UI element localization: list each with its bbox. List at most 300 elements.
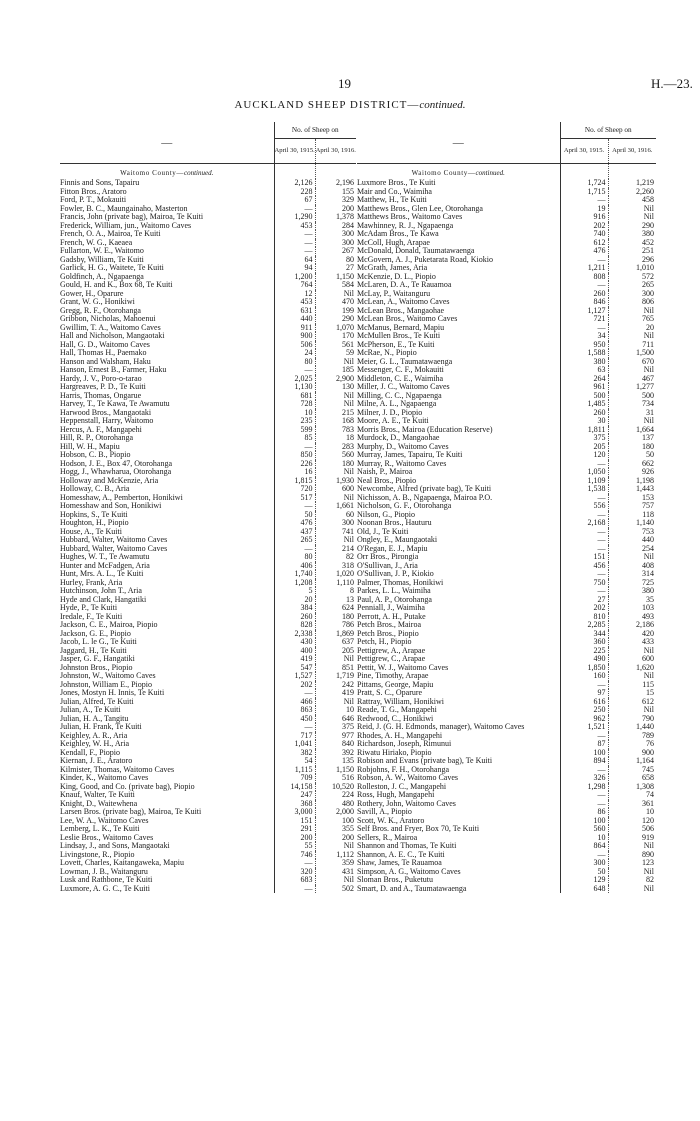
sheep-1915: 476 [274, 519, 315, 528]
table-row [357, 451, 656, 460]
sheep-1915: 419 [274, 655, 315, 664]
sheep-1915: 1,715 [560, 188, 608, 197]
table-row [357, 324, 656, 333]
sheep-1915: 85 [274, 434, 315, 443]
sheep-1915: 264 [560, 375, 608, 384]
owner-name: Hall, Thomas H., Paemako [60, 349, 147, 357]
table-row [60, 587, 356, 596]
sheep-1915: 202 [560, 222, 608, 231]
table-row [60, 655, 356, 664]
sheep-1915: 728 [274, 400, 315, 409]
sheep-1916: 1,620 [608, 664, 656, 673]
sheep-1915: — [560, 196, 608, 205]
sheep-1916: 1,150 [315, 273, 356, 282]
table-row [60, 689, 356, 698]
sheep-1916: 646 [315, 715, 356, 724]
sheep-1916: 500 [608, 392, 656, 401]
owner-name: Hill, W. H., Mapiu [60, 442, 120, 451]
sheep-1916: 329 [315, 196, 356, 205]
sheep-1916: 2,260 [608, 188, 656, 197]
sheep-1916: 419 [315, 689, 356, 698]
sheep-1916: 806 [608, 298, 656, 307]
table-row [60, 715, 356, 724]
owner-name: Moore, A. E., Te Kuiti [357, 417, 429, 425]
sheep-1915: — [560, 494, 608, 503]
table-row [60, 774, 356, 783]
table-row [357, 256, 656, 265]
header-1916: April 30, 1916. [608, 139, 656, 164]
table-row [357, 519, 656, 528]
sheep-1915: 962 [560, 715, 608, 724]
table-row [357, 366, 656, 375]
sheep-1915: — [560, 460, 608, 469]
sheep-1915: 746 [274, 851, 315, 860]
sheep-1916: 180 [315, 460, 356, 469]
sheep-1915: 764 [274, 281, 315, 290]
owner-name: Hargreaves, P. D., Te Kuiti [60, 383, 146, 391]
owner-name: Knauf, Walter, Te Kuiti [60, 791, 135, 799]
sheep-1916: Nil [315, 842, 356, 851]
sheep-1916: 27 [315, 264, 356, 273]
table-row [357, 502, 656, 511]
table-row [357, 630, 656, 639]
sheep-1915: — [560, 800, 608, 809]
sheep-1915: — [274, 247, 315, 256]
sheep-1915: 250 [560, 706, 608, 715]
sheep-1915: 67 [274, 196, 315, 205]
owner-name: Jones, Mostyn H. Innis, Te Kuiti [60, 689, 165, 697]
sheep-1916: 314 [608, 570, 656, 579]
owner-name: Gadsby, William, Te Kuiti [60, 255, 144, 264]
sheep-1916: 753 [608, 528, 656, 537]
table-row [60, 375, 356, 384]
sheep-1915: — [560, 256, 608, 265]
sheep-1916: 35 [608, 596, 656, 605]
owner-name: Harwood Bros., Mangaotaki [60, 408, 152, 417]
table-row [357, 749, 656, 758]
table-row [357, 596, 656, 605]
sheep-1915: 151 [274, 817, 315, 826]
sheep-1916: 296 [608, 256, 656, 265]
owner-name: Petch, H., Piopio [357, 638, 412, 646]
table-row [60, 562, 356, 571]
sheep-1916: 1,198 [608, 477, 656, 486]
owner-name: Gribbon, Nicholas, Mahoenui [60, 315, 156, 323]
sheep-1916: 926 [608, 468, 656, 477]
sheep-1916: 572 [608, 273, 656, 282]
header-1915: April 30, 1915. [560, 139, 608, 164]
owner-name: Pettigrew, A., Arapae [357, 646, 426, 655]
owner-name: King, Good, and Co. (private bag), Piopio [60, 782, 195, 791]
owner-name: McLaren, D. A., Te Rauamoa [357, 281, 452, 289]
owner-name: Hall and Nicholson, Mangaotaki [60, 332, 165, 340]
table-row [357, 426, 656, 435]
owner-name: Redwood, C., Honikiwi [357, 714, 434, 723]
sheep-1916: 2,900 [315, 375, 356, 384]
table-row [357, 375, 656, 384]
table-row [60, 400, 356, 409]
table-row [357, 494, 656, 503]
owner-name: Orr Bros., Pirongia [357, 553, 419, 561]
owner-name: Gower, H., Oparure [60, 289, 124, 298]
sheep-1915: 1,200 [274, 273, 315, 282]
sheep-1915: 129 [560, 876, 608, 885]
sheep-1916: Nil [608, 213, 656, 222]
sheep-1916: 1,112 [315, 851, 356, 860]
table-row [357, 647, 656, 656]
table-row [357, 655, 656, 664]
owner-name: Homesshaw, A., Pemberton, Honikiwi [60, 493, 183, 502]
sheep-1916: Nil [315, 494, 356, 503]
owner-name: Hughes, W. T., Te Awamutu [60, 553, 150, 561]
table-row [357, 247, 656, 256]
page-title [0, 99, 700, 111]
sheep-1915: — [274, 859, 315, 868]
owner-name: Ongley, E., Maungaotaki [357, 536, 438, 544]
sheep-1915: 10 [560, 834, 608, 843]
owner-name: Matthew, H., Te Kuiti [357, 196, 427, 204]
owner-name: Savill, A., Piopio [357, 808, 412, 816]
owner-name: Mawhinney, R. J., Ngapaenga [357, 221, 454, 230]
sheep-1915: 950 [560, 341, 608, 350]
sheep-1915: 1,041 [274, 740, 315, 749]
sheep-1916: 185 [315, 366, 356, 375]
sheep-1915: 616 [560, 698, 608, 707]
sheep-1916: 380 [608, 587, 656, 596]
table-row [60, 256, 356, 265]
owner-name: Penniall, J., Waimiha [357, 604, 425, 612]
owner-name: Shannon and Thomas, Te Kuiti [357, 842, 457, 850]
sheep-1915: 202 [274, 681, 315, 690]
table-row [357, 613, 656, 622]
owner-name: Hanson and Walsham, Haku [60, 357, 151, 366]
owner-name: Knight, D., Waitewhena [60, 799, 138, 808]
table-row [60, 664, 356, 673]
sheep-1915: 709 [274, 774, 315, 783]
table-row [60, 298, 356, 307]
owner-name: French, W. G., Kaeaea [60, 238, 133, 247]
sheep-1915: 14,158 [274, 783, 315, 792]
owner-name: Noonan Bros., Hauturu [357, 519, 432, 527]
sheep-1916: 408 [608, 562, 656, 571]
owner-name: Richardson, Joseph, Rimunui [357, 740, 452, 748]
section-main: Waitomo County— [120, 169, 184, 178]
owner-name: Hubbard, Walter, Waitomo Caves [60, 536, 168, 544]
owner-name: Murdock, D., Mangaohae [357, 434, 440, 442]
owner-name: Nilson, G., Piopio [357, 510, 416, 519]
sheep-1915: 1,298 [560, 783, 608, 792]
table-row [357, 315, 656, 324]
sheep-1915: — [560, 766, 608, 775]
owner-name: McDonald, Donald, Taumatawaenga [357, 247, 475, 255]
page-header [0, 76, 700, 90]
owner-name: Milner, J. D., Piopio [357, 408, 423, 417]
sheep-1915: 265 [274, 536, 315, 545]
sheep-1915: 612 [560, 239, 608, 248]
sheep-1915: 12 [274, 290, 315, 299]
owner-name: Jackson, G. E., Piopio [60, 629, 131, 638]
table-row [357, 443, 656, 452]
owner-name: Lemberg, L. K., Te Kuiti [60, 825, 140, 833]
sheep-1916: 15 [608, 689, 656, 698]
owner-name: Reade, T. G., Mangapehi [357, 706, 437, 714]
sheep-1916: 786 [315, 621, 356, 630]
table-row [60, 766, 356, 775]
sheep-1915: 151 [560, 553, 608, 562]
sheep-1916: 355 [315, 825, 356, 834]
sheep-1915: 453 [274, 298, 315, 307]
table-row [357, 570, 656, 579]
sheep-1916: 168 [315, 417, 356, 426]
owner-name: Sloman Bros., Puketutu [357, 876, 434, 884]
sheep-1915: 517 [274, 494, 315, 503]
sheep-1916: 1,443 [608, 485, 656, 494]
owner-name: Paul, A. P., Otorohanga [357, 595, 432, 604]
sheep-1916: 300 [315, 239, 356, 248]
sheep-1916: 506 [608, 825, 656, 834]
sheep-1915: 291 [274, 825, 315, 834]
owner-name: Smart, D. and A., Taumatawaenga [357, 884, 467, 893]
sheep-1915: 808 [560, 273, 608, 282]
sheep-1915: 27 [560, 596, 608, 605]
owner-name: McGovern, A. J., Puketarata Road, Kiokio [357, 255, 493, 264]
owner-name: Gregg, R. F., Otorohanga [60, 306, 141, 315]
owner-name: Rothery, John, Waitomo Caves [357, 799, 456, 808]
sheep-1915: 100 [560, 817, 608, 826]
sheep-1916: 1,164 [608, 757, 656, 766]
sheep-1916: 100 [315, 817, 356, 826]
owner-name: Mair and Co., Waimiha [357, 187, 432, 196]
sheep-1915: 80 [274, 358, 315, 367]
owner-name: Hardy, J. V., Poro-o-tarao [60, 374, 142, 383]
sheep-1916: 283 [315, 443, 356, 452]
sheep-1916: 502 [315, 885, 356, 894]
table-row [60, 247, 356, 256]
sheep-1915: — [560, 511, 608, 520]
sheep-1915: — [560, 545, 608, 554]
sheep-1915: 560 [560, 825, 608, 834]
sheep-1916: 135 [315, 757, 356, 766]
sheep-1915: 380 [560, 358, 608, 367]
table-row [357, 230, 656, 239]
sheep-1916: 919 [608, 834, 656, 843]
sheep-1916: 8 [315, 587, 356, 596]
sheep-1916: 1,020 [315, 570, 356, 579]
sheep-1915: 599 [274, 426, 315, 435]
owner-name: Hunt, Mrs. A. L., Te Kuiti [60, 570, 144, 578]
table-row [357, 392, 656, 401]
owner-name: Murray, R., Waitomo Caves [357, 459, 447, 468]
sheep-1915: 55 [274, 842, 315, 851]
sheep-1916: 120 [608, 817, 656, 826]
owner-name: Shaw, James, Te Rauamoa [357, 859, 442, 867]
sheep-1916: Nil [315, 468, 356, 477]
table-row [60, 808, 356, 817]
owner-name: Houghton, H., Piopio [60, 519, 129, 527]
sheep-1916: 493 [608, 613, 656, 622]
table-row [357, 205, 656, 214]
table-row [357, 273, 656, 282]
table-row [357, 409, 656, 418]
sheep-1915: 1,521 [560, 723, 608, 732]
sheep-1915: 205 [560, 443, 608, 452]
table-row [60, 222, 356, 231]
sheep-1915: 1,811 [560, 426, 608, 435]
sheep-1916: 82 [315, 553, 356, 562]
table-row [60, 621, 356, 630]
table-row [357, 698, 656, 707]
owner-name: Old, J., Te Kuiti [357, 527, 409, 536]
table-row [60, 868, 356, 877]
sheep-1916: 741 [315, 528, 356, 537]
owner-name: Fowler, B. C., Maungainaho, Masterton [60, 204, 188, 213]
sheep-1916: Nil [315, 290, 356, 299]
table-row [357, 349, 656, 358]
table-row [357, 834, 656, 843]
owner-name: House, A., Te Kuiti [60, 527, 122, 536]
owner-name: Pine, Timothy, Arapae [357, 672, 429, 680]
table-row [60, 630, 356, 639]
sheep-1915: 2,168 [560, 519, 608, 528]
sheep-1916: 10 [608, 808, 656, 817]
table-row [357, 553, 656, 562]
sheep-1915: 86 [560, 808, 608, 817]
table-row [60, 315, 356, 324]
owner-name: Hutchinson, John T., Aria [60, 587, 142, 595]
owner-name: Murray, James, Tapairu, Te Kuiti [357, 451, 463, 459]
sheep-1916: 658 [608, 774, 656, 783]
sheep-table-left [60, 122, 356, 893]
table-row [60, 179, 356, 188]
owner-name: Lovett, Charles, Kaitangaweka, Mapiu [60, 859, 184, 867]
sheep-1916: 1,930 [315, 477, 356, 486]
sheep-1916: 600 [608, 655, 656, 664]
owner-name: Naish, P., Mairoa [357, 468, 413, 476]
table-row [357, 868, 656, 877]
owner-name: Pettigrew, C., Arapae [357, 655, 426, 663]
sheep-1915: — [274, 545, 315, 554]
table-row [357, 766, 656, 775]
sheep-1916: 561 [315, 341, 356, 350]
table-row [60, 366, 356, 375]
sheep-1916: 18 [315, 434, 356, 443]
table-row [357, 179, 656, 188]
sheep-1916: 1,378 [315, 213, 356, 222]
sheep-1916: 153 [608, 494, 656, 503]
sheep-1915: 375 [560, 434, 608, 443]
sheep-1916: Nil [315, 698, 356, 707]
table-row [60, 426, 356, 435]
owner-name: Frederick, William, jun., Waitomo Caves [60, 221, 192, 230]
sheep-1916: 215 [315, 409, 356, 418]
owner-name: Homesshaw and Son, Honikiwi [60, 502, 162, 510]
owner-name: Larsen Bros. (private bag), Mairoa, Te Kuiti [60, 808, 202, 816]
sheep-1916: Nil [608, 417, 656, 426]
table-row [357, 196, 656, 205]
sheep-1915: 1,290 [274, 213, 315, 222]
table-row [357, 341, 656, 350]
table-row [60, 545, 356, 554]
page-reference: H.—23. [651, 76, 693, 91]
table-row [60, 409, 356, 418]
header-blank: — [357, 122, 560, 164]
sheep-1915: 1,815 [274, 477, 315, 486]
sheep-1916: Nil [608, 868, 656, 877]
sheep-1915: 1,485 [560, 400, 608, 409]
sheep-1915: 1,588 [560, 349, 608, 358]
sheep-1915: 1,109 [560, 477, 608, 486]
sheep-1916: 251 [608, 247, 656, 256]
table-row [357, 358, 656, 367]
sheep-1916: 50 [608, 451, 656, 460]
owner-name: Jasper, G. F., Hangatiki [60, 655, 135, 663]
sheep-1916: 1,219 [608, 179, 656, 188]
table-row [60, 596, 356, 605]
table-row [357, 774, 656, 783]
owner-name: Keighley, W. H., Aria [60, 740, 130, 748]
sheep-1915: 30 [560, 417, 608, 426]
sheep-1916: 359 [315, 859, 356, 868]
sheep-1915: — [274, 366, 315, 375]
sheep-1915: 87 [560, 740, 608, 749]
table-row [357, 757, 656, 766]
sheep-1916: 200 [315, 834, 356, 843]
sheep-1916: 180 [608, 443, 656, 452]
sheep-1915: 160 [560, 672, 608, 681]
table-row [357, 706, 656, 715]
sheep-1916: 361 [608, 800, 656, 809]
sheep-1916: 375 [315, 723, 356, 732]
table-row [60, 842, 356, 851]
table-row [60, 859, 356, 868]
sheep-1915: — [274, 205, 315, 214]
table-row [60, 757, 356, 766]
sheep-1916: 789 [608, 732, 656, 741]
sheep-1916: 662 [608, 460, 656, 469]
table-row [357, 264, 656, 273]
sheep-1915: 863 [274, 706, 315, 715]
sheep-1916: 267 [315, 247, 356, 256]
table-row [60, 358, 356, 367]
owner-name: Pratt, S. C., Oparure [357, 689, 423, 697]
table-row [60, 749, 356, 758]
table-row [60, 604, 356, 613]
table-row [60, 332, 356, 341]
title-main: AUCKLAND SHEEP DISTRICT— [234, 99, 420, 111]
section-continued: continued. [184, 169, 214, 178]
owner-name: Milne, A. L., Ngapaenga [357, 400, 437, 408]
table-row [357, 281, 656, 290]
owner-name: Hunter and McFadgen, Aria [60, 561, 150, 570]
sheep-1915: 894 [560, 757, 608, 766]
sheep-1916: 725 [608, 579, 656, 588]
owner-name: Gwillim, T. A., Waitomo Caves [60, 323, 161, 332]
sheep-1915: 384 [274, 604, 315, 613]
sheep-1916: 380 [608, 230, 656, 239]
sheep-1915: — [274, 443, 315, 452]
sheep-1915: 344 [560, 630, 608, 639]
owner-name: Middleton, C. E., Waimiha [357, 374, 444, 383]
owner-name: McColl, Hugh, Arapae [357, 238, 430, 247]
owner-name: Shannon, A. E. C., Te Kuiti [357, 850, 445, 859]
sheep-1916: Nil [315, 876, 356, 885]
sheep-1915: 490 [560, 655, 608, 664]
sheep-1916: 433 [608, 638, 656, 647]
table-row [60, 876, 356, 885]
table-row [357, 681, 656, 690]
header-group: No. of Sheep on [274, 122, 356, 139]
owner-name: McPherson, E., Te Kuiti [357, 340, 435, 349]
